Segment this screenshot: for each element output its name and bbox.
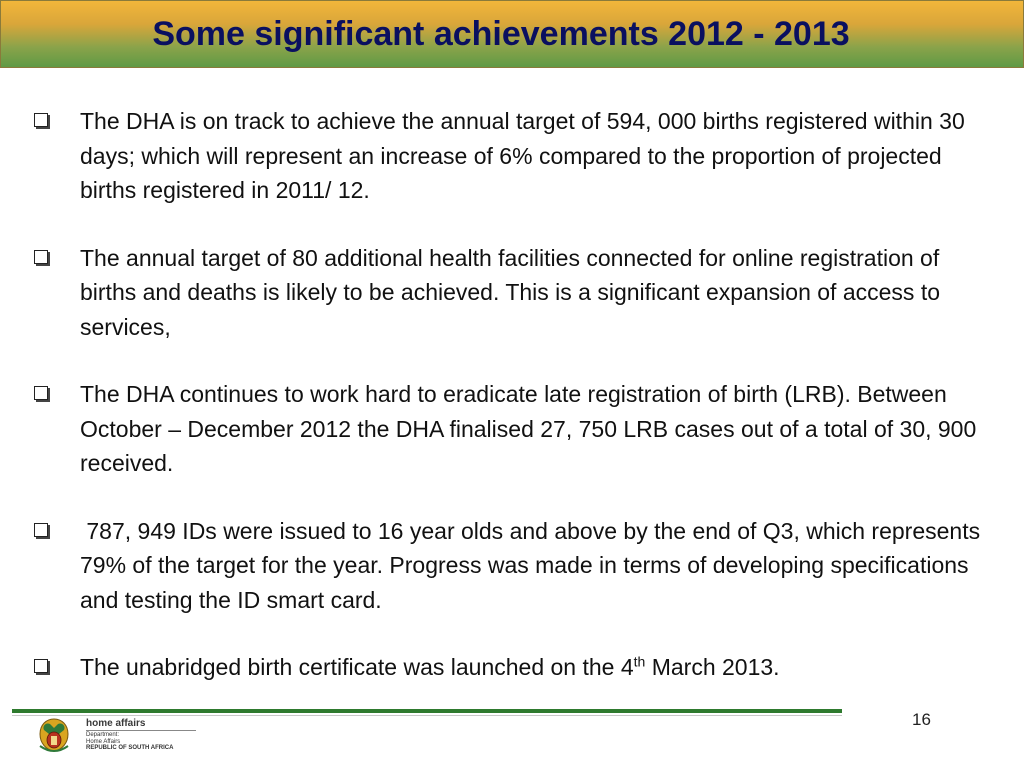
bullet-item xyxy=(32,104,992,208)
bullet-text: The DHA continues to work hard to eradicate late registration of birth (LRB). Between October – December 2012 the DHA finalised 27, 750 LRB cases out of a total of 30, 900 received. xyxy=(80,381,977,476)
logo-department: Department: xyxy=(86,732,120,738)
slide-title: Some significant achievements 2012 - 2013 xyxy=(152,15,850,53)
bullet-text: 787, 949 IDs were issued to 16 year olds and above by the end of Q3, which represents 79% of the target for the year. Progress was made in terms of developing specifications and testing the ID smart card. xyxy=(80,517,987,613)
coat-of-arms-icon xyxy=(34,716,74,754)
bullet-item xyxy=(32,514,992,618)
logo-republic: REPUBLIC OF SOUTH AFRICA xyxy=(86,745,174,751)
checkbox-bullet-icon xyxy=(34,523,48,537)
checkbox-bullet-icon xyxy=(34,113,48,127)
home-affairs-logo xyxy=(34,716,224,754)
checkbox-bullet-icon xyxy=(34,659,48,673)
bullet-list xyxy=(32,104,992,685)
bullet-item xyxy=(32,377,992,481)
bullet-text-post: March 2013. xyxy=(645,654,780,680)
logo-home-affairs: Home Affairs xyxy=(86,738,121,745)
bullet-text-pre: The unabridged birth certificate was launched on the 4 xyxy=(80,654,634,680)
checkbox-bullet-icon xyxy=(34,386,48,400)
checkbox-bullet-icon xyxy=(34,250,48,264)
bullet-text xyxy=(80,654,780,680)
bullet-item xyxy=(32,241,992,345)
superscript: th xyxy=(633,653,646,670)
bullet-item xyxy=(32,650,992,685)
bullet-text: The annual target of 80 additional health facilities connected for online registration of births and deaths is likely to be achieved. This is a significant expansion of access to services, xyxy=(80,244,940,340)
bullet-text: The DHA is on track to achieve the annual target of 594, 000 births registered within 30 days; which will represent an increase of 6% compared to the proportion of projected births registered in 2011/ 12. xyxy=(80,108,965,203)
footer-divider xyxy=(12,709,842,713)
page-number: 16 xyxy=(912,710,931,729)
title-bar xyxy=(0,0,1024,68)
logo-name: home affairs xyxy=(86,718,146,729)
logo-divider xyxy=(86,730,196,731)
